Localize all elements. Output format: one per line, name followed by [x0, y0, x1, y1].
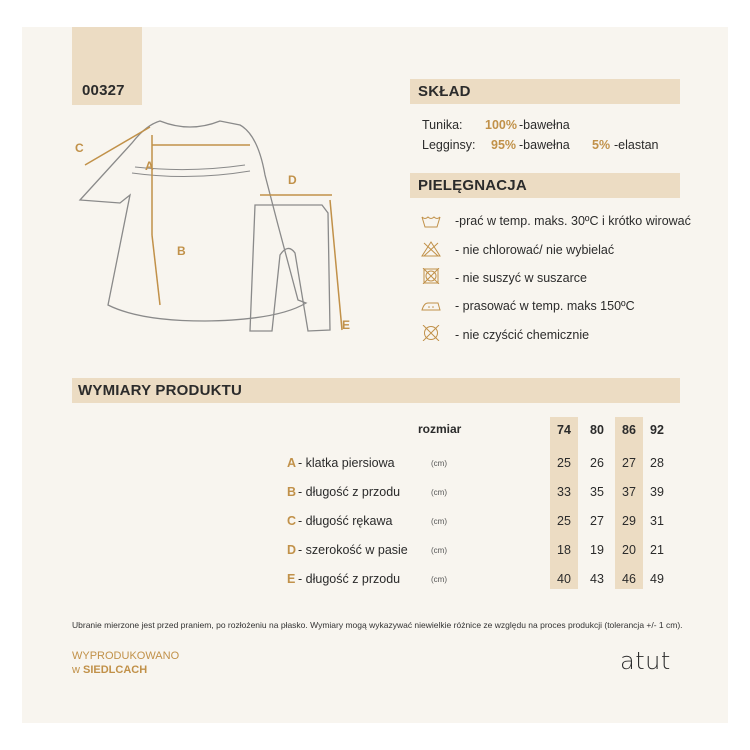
row-label: - długość z przodu — [298, 572, 401, 586]
value-cell: 21 — [650, 543, 664, 557]
care-title: PIELĘGNACJA — [418, 177, 527, 194]
wash-30-icon — [420, 213, 442, 229]
size-column-highlight — [550, 417, 578, 589]
composition-row — [422, 118, 722, 134]
no-bleach-icon — [420, 241, 442, 257]
iron-150-icon — [420, 297, 442, 313]
size-header: 92 — [650, 423, 664, 437]
made-in-line2 — [72, 664, 147, 676]
value-cell: 25 — [557, 456, 571, 470]
composition-percent: 5% — [592, 138, 611, 152]
row-letter: B — [287, 485, 297, 499]
care-text: - nie suszyć w suszarce — [455, 271, 587, 285]
row-unit: (cm) — [431, 575, 447, 584]
made-in-city: SIEDLCACH — [83, 664, 148, 676]
made-in-prefix: w — [72, 664, 83, 676]
size-header-label: rozmiar — [418, 422, 462, 436]
made-in-line1: WYPRODUKOWANO — [72, 650, 180, 662]
value-cell: 25 — [557, 514, 571, 528]
diagram-letter-e: E — [342, 318, 351, 332]
row-letter: A — [287, 456, 297, 470]
table-row — [0, 572, 750, 588]
row-label: - długość z przodu — [298, 485, 401, 499]
row-letter: D — [287, 543, 297, 557]
composition-material: -bawełna — [519, 138, 570, 152]
value-cell: 31 — [650, 514, 664, 528]
measurement-note: Ubranie mierzone jest przed praniem, po rozłożeniu na płasko. Wymiary mogą wykazywać niewielkie różnice ze względu na proces produkcji (tolerancja +/- 1 cm). — [72, 620, 683, 630]
composition-percent: 95% — [491, 138, 517, 152]
composition-percent: 100% — [485, 118, 517, 132]
value-cell: 19 — [590, 543, 604, 557]
value-cell: 28 — [650, 456, 664, 470]
row-unit: (cm) — [431, 488, 447, 497]
tunic-outline — [80, 121, 306, 321]
product-code: 00327 — [82, 82, 125, 99]
care-text: - nie chlorować/ nie wybielać — [455, 243, 615, 257]
value-cell: 26 — [590, 456, 604, 470]
value-cell: 27 — [590, 514, 604, 528]
value-cell: 33 — [557, 485, 571, 499]
composition-material: -bawełna — [519, 118, 570, 132]
row-label: - klatka piersiowa — [298, 456, 395, 470]
table-row — [0, 485, 750, 501]
size-header: 86 — [622, 423, 636, 437]
row-label: - szerokość w pasie — [298, 543, 408, 557]
care-text: - nie czyścić chemicznie — [455, 328, 590, 342]
value-cell: 39 — [650, 485, 664, 499]
size-header: 74 — [557, 423, 571, 437]
value-cell: 37 — [622, 485, 636, 499]
size-column-highlight — [615, 417, 643, 589]
value-cell: 18 — [557, 543, 571, 557]
brand-logo: atut — [620, 647, 671, 675]
table-row — [0, 514, 750, 530]
size-header: 80 — [590, 423, 604, 437]
no-dry-clean-icon — [420, 325, 442, 341]
care-text: - prasować w temp. maks 150ºC — [455, 299, 635, 313]
composition-label: Legginsy: — [422, 138, 476, 152]
value-cell: 43 — [590, 572, 604, 586]
row-letter: E — [287, 572, 296, 586]
diagram-letter-d: D — [288, 173, 297, 187]
value-cell: 29 — [622, 514, 636, 528]
care-text: -prać w temp. maks. 30ºC i krótko wirować — [455, 214, 691, 228]
value-cell: 35 — [590, 485, 604, 499]
composition-title: SKŁAD — [418, 83, 471, 100]
table-row — [0, 543, 750, 559]
no-tumble-dry-icon — [420, 268, 442, 284]
diagram-letter-c: C — [75, 141, 84, 155]
value-cell: 20 — [622, 543, 636, 557]
value-cell: 49 — [650, 572, 664, 586]
garment-diagram — [60, 105, 370, 345]
diagram-letter-a: A — [145, 159, 154, 173]
row-unit: (cm) — [431, 459, 447, 468]
row-label: - długość rękawa — [298, 514, 393, 528]
value-cell: 40 — [557, 572, 571, 586]
composition-row — [422, 138, 722, 154]
row-unit: (cm) — [431, 546, 447, 555]
value-cell: 46 — [622, 572, 636, 586]
composition-label: Tunika: — [422, 118, 463, 132]
dimensions-title: WYMIARY PRODUKTU — [78, 382, 243, 399]
composition-material: -elastan — [614, 138, 659, 152]
table-row — [0, 456, 750, 472]
value-cell: 27 — [622, 456, 636, 470]
diagram-letter-b: B — [177, 244, 186, 258]
row-letter: C — [287, 514, 297, 528]
row-unit: (cm) — [431, 517, 447, 526]
